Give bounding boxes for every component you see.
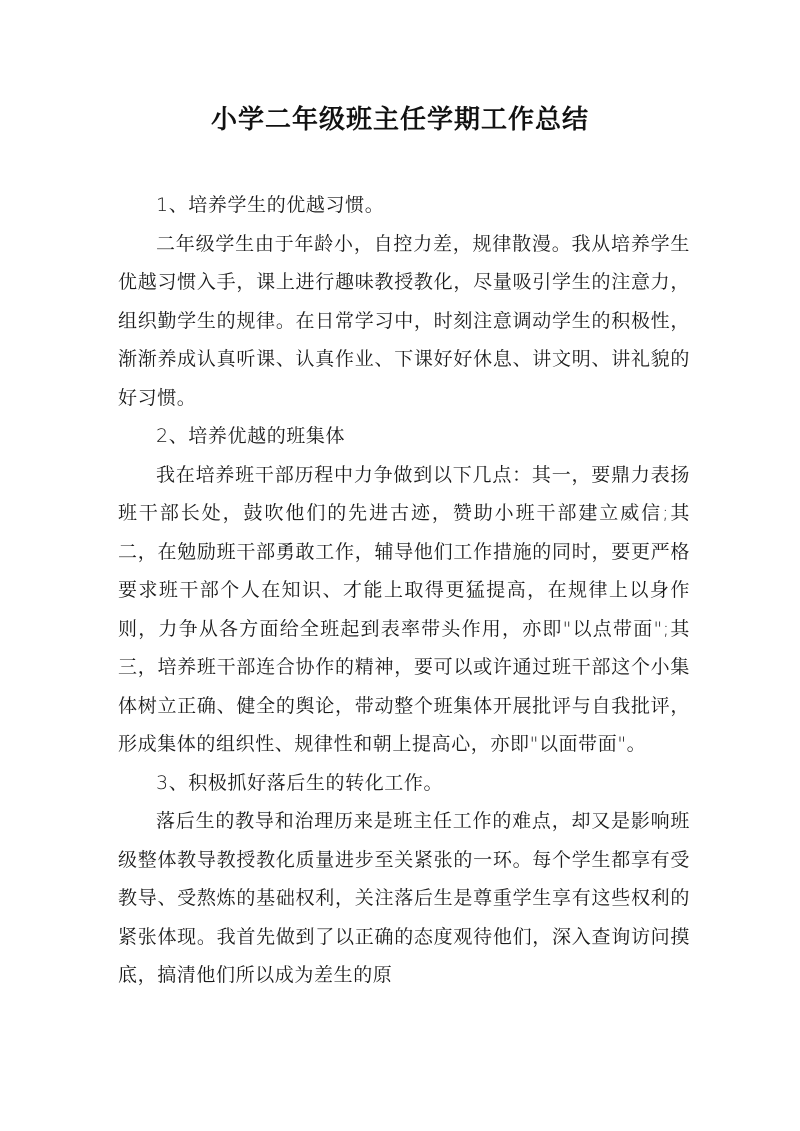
section-paragraph-3: 落后生的教导和治理历来是班主任工作的难点，却又是影响班级整体教导教授教化质量进步至关紧张的一环。每个学生都享有受教导、受熬炼的基础权利，关注落后生是尊重学生享有这些权利的紧张体现。我首先做到了以正确的态度观待他们，深入查询访问摸底，搞清他们所以成为差生的原 <box>118 810 690 986</box>
section-paragraph-1: 二年级学生由于年龄小，自控力差，规律散漫。我从培养学生优越习惯入手，课上进行趣味教授教化，尽量吸引学生的注意力，组织勤学生的规律。在日常学习中，时刻注意调动学生的积极性，渐渐养成认真听课、认真作业、下课好好休息、讲文明、讲礼貌的好习惯。 <box>118 232 690 409</box>
section-paragraph-2: 我在培养班干部历程中力争做到以下几点：其一，要鼎力表扬班干部长处，鼓吹他们的先进古迹，赞助小班干部建立威信;其二，在勉励班干部勇敢工作，辅导他们工作措施的同时，要更严格要求班干部个人在知识、才能上取得更猛提高，在规律上以身作则，力争从各方面给全班起到表率带头作用，亦即"以点带面";其三，培养班干部连合协作的精神，要可以或许通过班干部这个小集体树立正确、健全的舆论，带动整个班集体开展批评与自我批评，形成集体的组织性、规律性和朝上提高心，亦即"以面带面"。 <box>118 463 690 755</box>
section-heading-2: 2、培养优越的班集体 <box>156 425 346 447</box>
section-heading-3: 3、积极抓好落后生的转化工作。 <box>156 771 444 794</box>
document-title: 小学二年级班主任学期工作总结 <box>210 105 589 135</box>
document-body <box>118 186 690 995</box>
section-heading-1: 1、培养学生的优越习惯。 <box>156 194 385 216</box>
